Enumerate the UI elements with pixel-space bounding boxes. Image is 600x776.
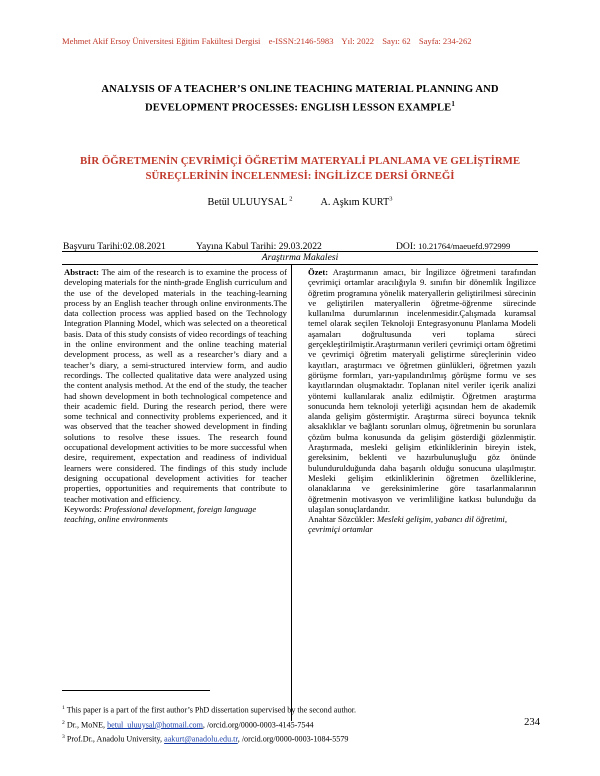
- abstract-section: [64, 267, 287, 524]
- journal-name: Mehmet Akif Ersoy Üniversitesi Eğitim Fakültesi Dergisi: [62, 36, 261, 46]
- doi-label: DOI:: [396, 241, 416, 252]
- author-2: [320, 197, 392, 208]
- abstract-text: The aim of the research is to examine the process of developing materials for the ninth-grade English curriculum and the use of the developed materials in the teaching-learning process by an English teacher through online environments.The data collection process was applied based on the Technology Integration Planning Model, which was selected on a theoretical basis. Data of this study consists of video recordings of teaching in the online environment and the online teaching material development process, as well as a researcher’s diary and a teacher’s diary, a semi-structured interview form, and audio recordings. The collected qualitative data were analyzed using the content analysis method. At the end of the study, the teacher had shown development in both technological competence and their academic field. During the research period, there were some technical and connectivity problems experienced, and it was observed that the teacher showed development in finding solutions to resolve these issues. The research found occupational development activities to be more successful when desire, requirement, expectation and readiness of individual learners were considered. The findings of this study include designing occupational development activities for teacher properties, opportunities and requirements that contribute to teacher motivation and efficiency.: [64, 267, 287, 504]
- footnote-3-number: 3: [62, 734, 65, 741]
- journal-issn: e-ISSN:2146-5983: [268, 36, 334, 46]
- footnote-rule: [62, 690, 210, 691]
- anahtar-label: Anahtar Sözcükler:: [308, 514, 375, 525]
- ozet-keywords: [308, 514, 536, 535]
- footnote-2-email-link[interactable]: betul_uluuysal@hotmail.com: [107, 720, 203, 730]
- title-footnote-mark: 1: [451, 100, 455, 108]
- doi-value[interactable]: 10.21764/maeuefd.972999: [418, 241, 511, 251]
- page-number: 234: [524, 717, 540, 728]
- author-1: [208, 197, 293, 208]
- footnote-3-orcid: , /orcid.org/0000-0003-1084-5579: [237, 735, 349, 745]
- abstract-keywords: [64, 504, 287, 525]
- footnote-1-text: This paper is a part of the first author’s PhD dissertation supervised by the second author.: [66, 705, 357, 715]
- journal-issue: Sayı: 62: [382, 36, 411, 46]
- title-english-text: ANALYSIS OF A TEACHER’S ONLINE TEACHING MATERIAL PLANNING AND DEVELOPMENT PROCESSES: ENGLISH LESSON EXAMPLE: [101, 84, 499, 114]
- footnote-2: [62, 717, 542, 732]
- article-type: Araştırma Makalesi: [261, 252, 339, 263]
- author-1-name: Betül ULUUYSAL: [207, 197, 287, 209]
- ozet-label: Özet:: [308, 267, 329, 277]
- ozet-text: Araştırmanın amacı, bir İngilizce öğretmeni tarafından çevrimiçi ortamlar aracılığıyla 9. sınıfın bir dönemlik İngilizce öğretim programına yönelik materyallerin geliştirilmesi sürecinin ve geliştirilen materyallerin öğretme-öğrenme sürecinde kullanılma durumlarının incelenmesidir.Çalışmada kuramsal temel olarak seçilen Teknoloji Entegrasyonunu Planlama Modeli aşamaları doğrultusunda veri toplama süreci gerçekleştirilmiştir.Araştırmanın verileri çevrimiçi ortam öğretimi ve çevrimiçi öğretim materyali geliştirme süreçlerinin video kayıtları, araştırmacı ve öğretmen günlükleri, öğretmen yazılı görüşme formları, yarı-yapılandırılmış görüşme formu ve ses kayıtlarından oluşmaktadır. Toplanan nitel veriler içerik analizi yöntemi kullanılarak analiz edilmiştir. Öğretmen araştırma sonucunda hem teknoloji yeterliği açısından hem de akademik alanda gelişim göstermiştir. Araştırma süreci boyunca teknik aksaklıklar ve bağlantı sorunları olmuş, öğretmenin bu sorunlara çözüm bulma konusunda da gelişim gösterdiği gözlenmiştir. Araştırmada, mesleki gelişim etkinliklerinin bireyin istek, gereksinim, beklenti ve hazırbulunuşluğu göz önünde bulundurulduğunda daha başarılı olduğu sonucuna ulaşılmıştır. Mesleki gelişim etkinliklerinin öğretmen özelliklerine, olanaklarına ve gereksinimlerine göre tasarlanmalarının öğretmenin motivasyon ve verimliliğine katkısı bulunduğu da ulaşılan sonuçlardandır.: [308, 267, 536, 514]
- journal-year: Yıl: 2022: [341, 36, 375, 46]
- footnote-2-affiliation: Dr., MoNE,: [66, 720, 108, 730]
- author-1-footnote-mark: 2: [289, 196, 293, 203]
- keywords-text: Professional development, foreign language teaching, online environments: [64, 503, 257, 525]
- abstract-label: Abstract:: [64, 267, 99, 277]
- anahtar-text: Mesleki gelişim, yabancı dil öğretimi, çevrimiçi ortamlar: [308, 514, 507, 535]
- authors: [60, 196, 540, 208]
- author-2-footnote-mark: 3: [389, 196, 393, 203]
- footnote-3: [62, 731, 542, 746]
- footnote-1-number: 1: [62, 705, 65, 711]
- footnote-1: [62, 702, 542, 717]
- footnote-2-number: 2: [62, 719, 65, 726]
- ozet-paragraph: [308, 267, 536, 514]
- keywords-label: Keywords:: [64, 503, 102, 514]
- accepted-date: Yayına Kabul Tarihi: 29.03.2022: [196, 241, 322, 252]
- footnote-3-affiliation: Prof.Dr., Anadolu University,: [66, 735, 165, 745]
- title-english: [60, 82, 540, 116]
- abstract-paragraph: [64, 267, 287, 504]
- received-date: Başvuru Tarihi:02.08.2021: [63, 241, 166, 252]
- running-header: [62, 36, 542, 46]
- journal-pages: Sayfa: 234-262: [418, 36, 472, 46]
- title-turkish: BİR ÖĞRETMENİN ÇEVRİMİÇİ ÖĞRETİM MATERYALİ PLANLAMA VE GELİŞTİRME SÜREÇLERİNİN İNCELENMESİ: İNGİLİZCE DERSİ ÖRNEĞİ: [79, 155, 521, 182]
- author-2-name: A. Aşkım KURT: [320, 197, 390, 209]
- footnote-3-email-link[interactable]: aakurt@anadolu.edu.tr: [164, 735, 238, 745]
- ozet-section: [308, 267, 536, 535]
- footnotes: [62, 702, 542, 746]
- footnote-2-orcid: , /orcid.org/0000-0003-4145-7544: [202, 720, 314, 730]
